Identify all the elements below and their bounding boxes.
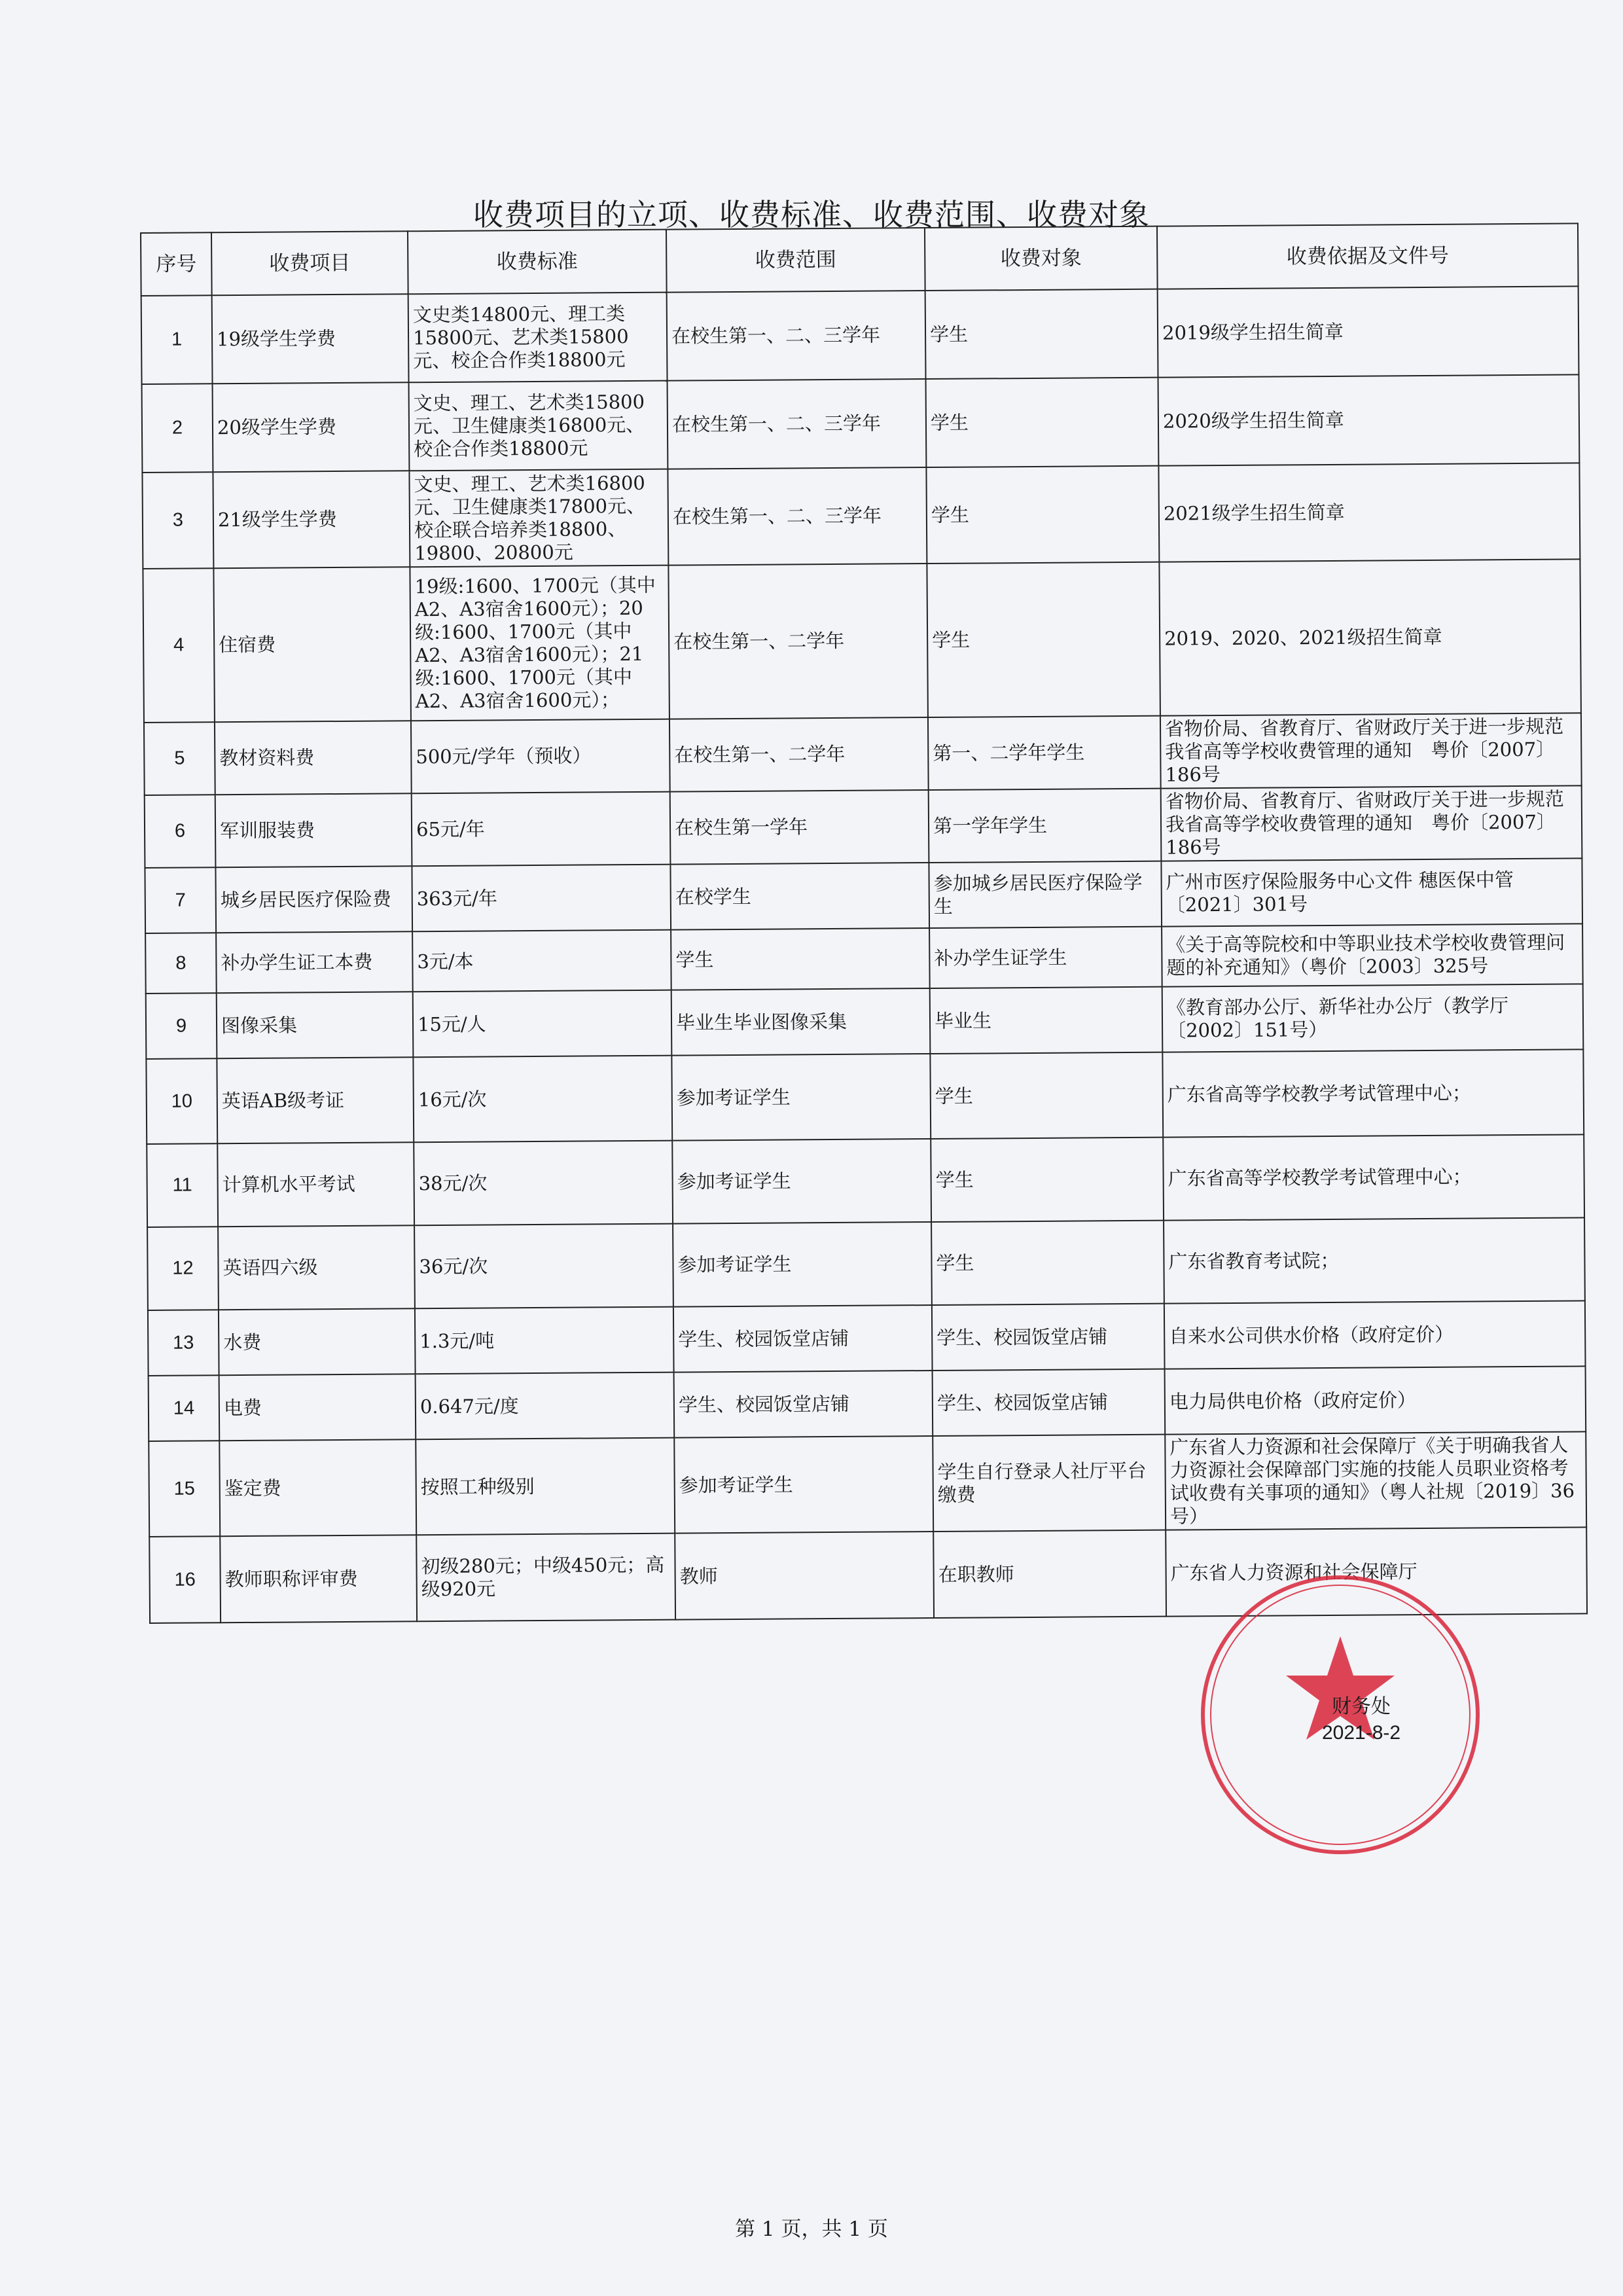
cell-item: 住宿费 — [213, 567, 411, 722]
cell-standard: 0.647元/度 — [416, 1372, 675, 1440]
table-row — [145, 924, 1583, 994]
cell-no: 3 — [142, 472, 213, 569]
cell-target: 学生、校园饭堂店铺 — [933, 1369, 1166, 1436]
cell-item: 鉴定费 — [219, 1439, 416, 1536]
cell-item: 电费 — [219, 1374, 416, 1441]
cell-standard: 500元/学年（预收） — [411, 719, 670, 794]
cell-no: 7 — [145, 867, 216, 933]
table-row — [142, 463, 1580, 569]
cell-target: 学生 — [931, 1221, 1164, 1305]
cell-item: 城乡居民医疗保险费 — [215, 866, 412, 933]
cell-no: 6 — [145, 795, 216, 868]
cell-target: 学生 — [931, 1138, 1164, 1222]
cell-basis: 《关于高等院校和中等职业技术学校收费管理问题的补充通知》（粤价〔2003〕325号 — [1162, 924, 1583, 986]
cell-basis: 自来水公司供水价格（政府定价） — [1164, 1300, 1586, 1369]
table-row — [146, 984, 1584, 1059]
cell-standard: 文史类14800元、理工类15800元、艺术类15800元、校企合作类18800元 — [408, 293, 668, 383]
cell-scope: 教师 — [675, 1532, 934, 1620]
table-row — [149, 1431, 1586, 1537]
cell-target: 学生、校园饭堂店铺 — [932, 1304, 1165, 1371]
header-target: 收费对象 — [925, 226, 1158, 291]
header-standard: 收费标准 — [408, 230, 667, 295]
cell-basis: 2020级学生招生简章 — [1158, 374, 1580, 465]
table-row — [145, 858, 1582, 933]
cell-no: 16 — [149, 1536, 221, 1623]
cell-target: 学生 — [930, 1052, 1163, 1139]
table-row — [141, 286, 1579, 384]
cell-no: 9 — [146, 993, 217, 1059]
cell-no: 11 — [147, 1143, 218, 1227]
cell-basis: 2019级学生招生简章 — [1158, 286, 1579, 377]
cell-target: 第一学年学生 — [929, 789, 1162, 863]
cell-standard: 65元/年 — [412, 792, 671, 867]
cell-item: 教师职称评审费 — [220, 1535, 417, 1623]
cell-no: 14 — [149, 1375, 220, 1441]
cell-scope: 在校生第一、二学年 — [669, 717, 929, 792]
table-body — [141, 286, 1587, 1623]
cell-item: 20级学生学费 — [213, 382, 410, 472]
cell-no: 1 — [141, 295, 213, 384]
table-row — [144, 713, 1582, 795]
cell-target: 学生自行登录人社厅平台缴费 — [933, 1435, 1166, 1532]
cell-basis: 广东省高等学校教学考试管理中心； — [1162, 1049, 1584, 1137]
cell-item: 军训服装费 — [215, 793, 412, 867]
cell-no: 15 — [149, 1441, 220, 1537]
cell-standard: 3元/本 — [412, 930, 671, 992]
cell-target: 第一、二学年学生 — [928, 716, 1161, 790]
table-row — [142, 374, 1580, 473]
cell-standard: 19级:1600、1700元（其中A2、A3宿舍1600元）；20级:1600、1700元（其中A2、A3宿舍1600元）；21级:1600、1700元（其中A2、A3宿舍1600元）； — [410, 565, 669, 721]
table-row — [143, 559, 1581, 723]
table-row — [147, 1134, 1584, 1227]
table-row — [145, 785, 1582, 868]
cell-basis: 广东省人力资源和社会保障厅 — [1166, 1527, 1587, 1616]
cell-target: 学生 — [927, 562, 1160, 717]
cell-no: 8 — [145, 933, 217, 994]
cell-no: 5 — [144, 722, 215, 795]
cell-standard: 15元/人 — [413, 990, 672, 1058]
cell-item: 英语四六级 — [218, 1225, 415, 1310]
cell-target: 补办学生证学生 — [929, 927, 1162, 988]
page-number-footer: 第 1 页，共 1 页 — [735, 2217, 888, 2241]
cell-basis: 2019、2020、2021级招生简章 — [1159, 559, 1581, 715]
cell-scope: 在校学生 — [670, 863, 929, 930]
cell-scope: 在校生第一、二、三学年 — [668, 379, 927, 469]
cell-scope: 在校生第一、二学年 — [668, 564, 928, 719]
header-basis: 收费依据及文件号 — [1157, 223, 1578, 289]
cell-basis: 省物价局、省教育厅、省财政厅关于进一步规范我省高等学校收费管理的通知 粤价〔2007〕186号 — [1161, 785, 1582, 861]
header-no: 序号 — [141, 232, 212, 296]
cell-scope: 在校生第一、二、三学年 — [668, 467, 927, 565]
cell-target: 毕业生 — [930, 987, 1163, 1054]
cell-standard: 文史、理工、艺术类16800元、卫生健康类17800元、校企联合培养类18800、19800、20800元 — [409, 469, 668, 567]
fee-table — [140, 223, 1588, 1624]
cell-item: 水费 — [219, 1308, 416, 1375]
header-item: 收费项目 — [211, 231, 408, 295]
table-row — [147, 1217, 1585, 1310]
cell-basis: 《教育部办公厅、新华社办公厅（教学厅〔2002〕151号） — [1162, 984, 1584, 1052]
cell-scope: 学生、校园饭堂店铺 — [673, 1305, 933, 1372]
cell-scope: 毕业生毕业图像采集 — [671, 988, 931, 1056]
table-row — [149, 1366, 1586, 1441]
cell-standard: 36元/次 — [414, 1224, 673, 1309]
cell-standard: 文史、理工、艺术类15800元、卫生健康类16800元、校企合作类18800元 — [409, 381, 668, 471]
cell-scope: 参加考证学生 — [674, 1436, 933, 1534]
table-row — [148, 1300, 1586, 1376]
cell-item: 图像采集 — [217, 992, 414, 1058]
cell-target: 学生 — [926, 466, 1159, 564]
cell-basis: 广东省教育考试院； — [1164, 1217, 1585, 1303]
cell-standard: 38元/次 — [414, 1141, 673, 1226]
finance-office-signature — [1322, 1694, 1400, 1746]
cell-item: 21级学生学费 — [213, 471, 410, 568]
cell-scope: 学生 — [671, 928, 930, 990]
cell-basis: 广州市医疗保险服务中心文件 穗医保中管〔2021〕301号 — [1161, 858, 1582, 926]
cell-scope: 在校生第一学年 — [670, 790, 929, 865]
cell-scope: 参加考证学生 — [672, 1139, 931, 1224]
cell-scope: 参加考证学生 — [671, 1054, 931, 1141]
cell-no: 10 — [146, 1058, 217, 1144]
signature-date: 2021-8-2 — [1322, 1722, 1401, 1744]
cell-target: 学生 — [925, 289, 1158, 379]
cell-no: 13 — [148, 1310, 219, 1376]
cell-basis: 电力局供电价格（政府定价） — [1165, 1366, 1586, 1434]
cell-target: 在职教师 — [933, 1530, 1166, 1618]
cell-item: 补办学生证工本费 — [216, 931, 413, 993]
document-title: 收费项目的立项、收费标准、收费范围、收费对象 — [473, 197, 1150, 232]
cell-standard: 16元/次 — [413, 1056, 672, 1143]
cell-standard: 363元/年 — [412, 865, 671, 932]
cell-item: 计算机水平考试 — [217, 1142, 414, 1227]
cell-basis: 广东省人力资源和社会保障厅《关于明确我省人力资源社会保障部门实施的技能人员职业资格考试收费有关事项的通知》（粤人社规〔2019〕36号） — [1165, 1431, 1586, 1530]
cell-scope: 在校生第一、二、三学年 — [667, 291, 926, 381]
cell-item: 教材资料费 — [215, 721, 412, 795]
cell-standard: 按照工种级别 — [416, 1438, 675, 1535]
cell-basis: 省物价局、省教育厅、省财政厅关于进一步规范我省高等学校收费管理的通知 粤价〔2007〕186号 — [1160, 713, 1582, 788]
cell-standard: 初级280元；中级450元；高级920元 — [416, 1534, 675, 1622]
cell-no: 2 — [142, 384, 213, 473]
cell-target: 学生 — [926, 378, 1159, 467]
cell-item: 英语AB级考证 — [217, 1057, 414, 1143]
cell-item: 19级学生学费 — [212, 294, 409, 384]
cell-no: 4 — [143, 568, 215, 723]
table-row — [146, 1049, 1584, 1144]
cell-basis: 2021级学生招生简章 — [1158, 463, 1580, 562]
table-header-row — [141, 223, 1578, 296]
cell-no: 12 — [147, 1227, 219, 1310]
cell-scope: 参加考证学生 — [673, 1222, 932, 1307]
cell-target: 参加城乡居民医疗保险学生 — [929, 861, 1162, 928]
cell-scope: 学生、校园饭堂店铺 — [674, 1371, 933, 1438]
cell-standard: 1.3元/吨 — [415, 1307, 674, 1374]
header-scope: 收费范围 — [666, 228, 925, 293]
cell-basis: 广东省高等学校教学考试管理中心； — [1163, 1134, 1584, 1220]
finance-office-name: 财务处 — [1332, 1696, 1391, 1717]
